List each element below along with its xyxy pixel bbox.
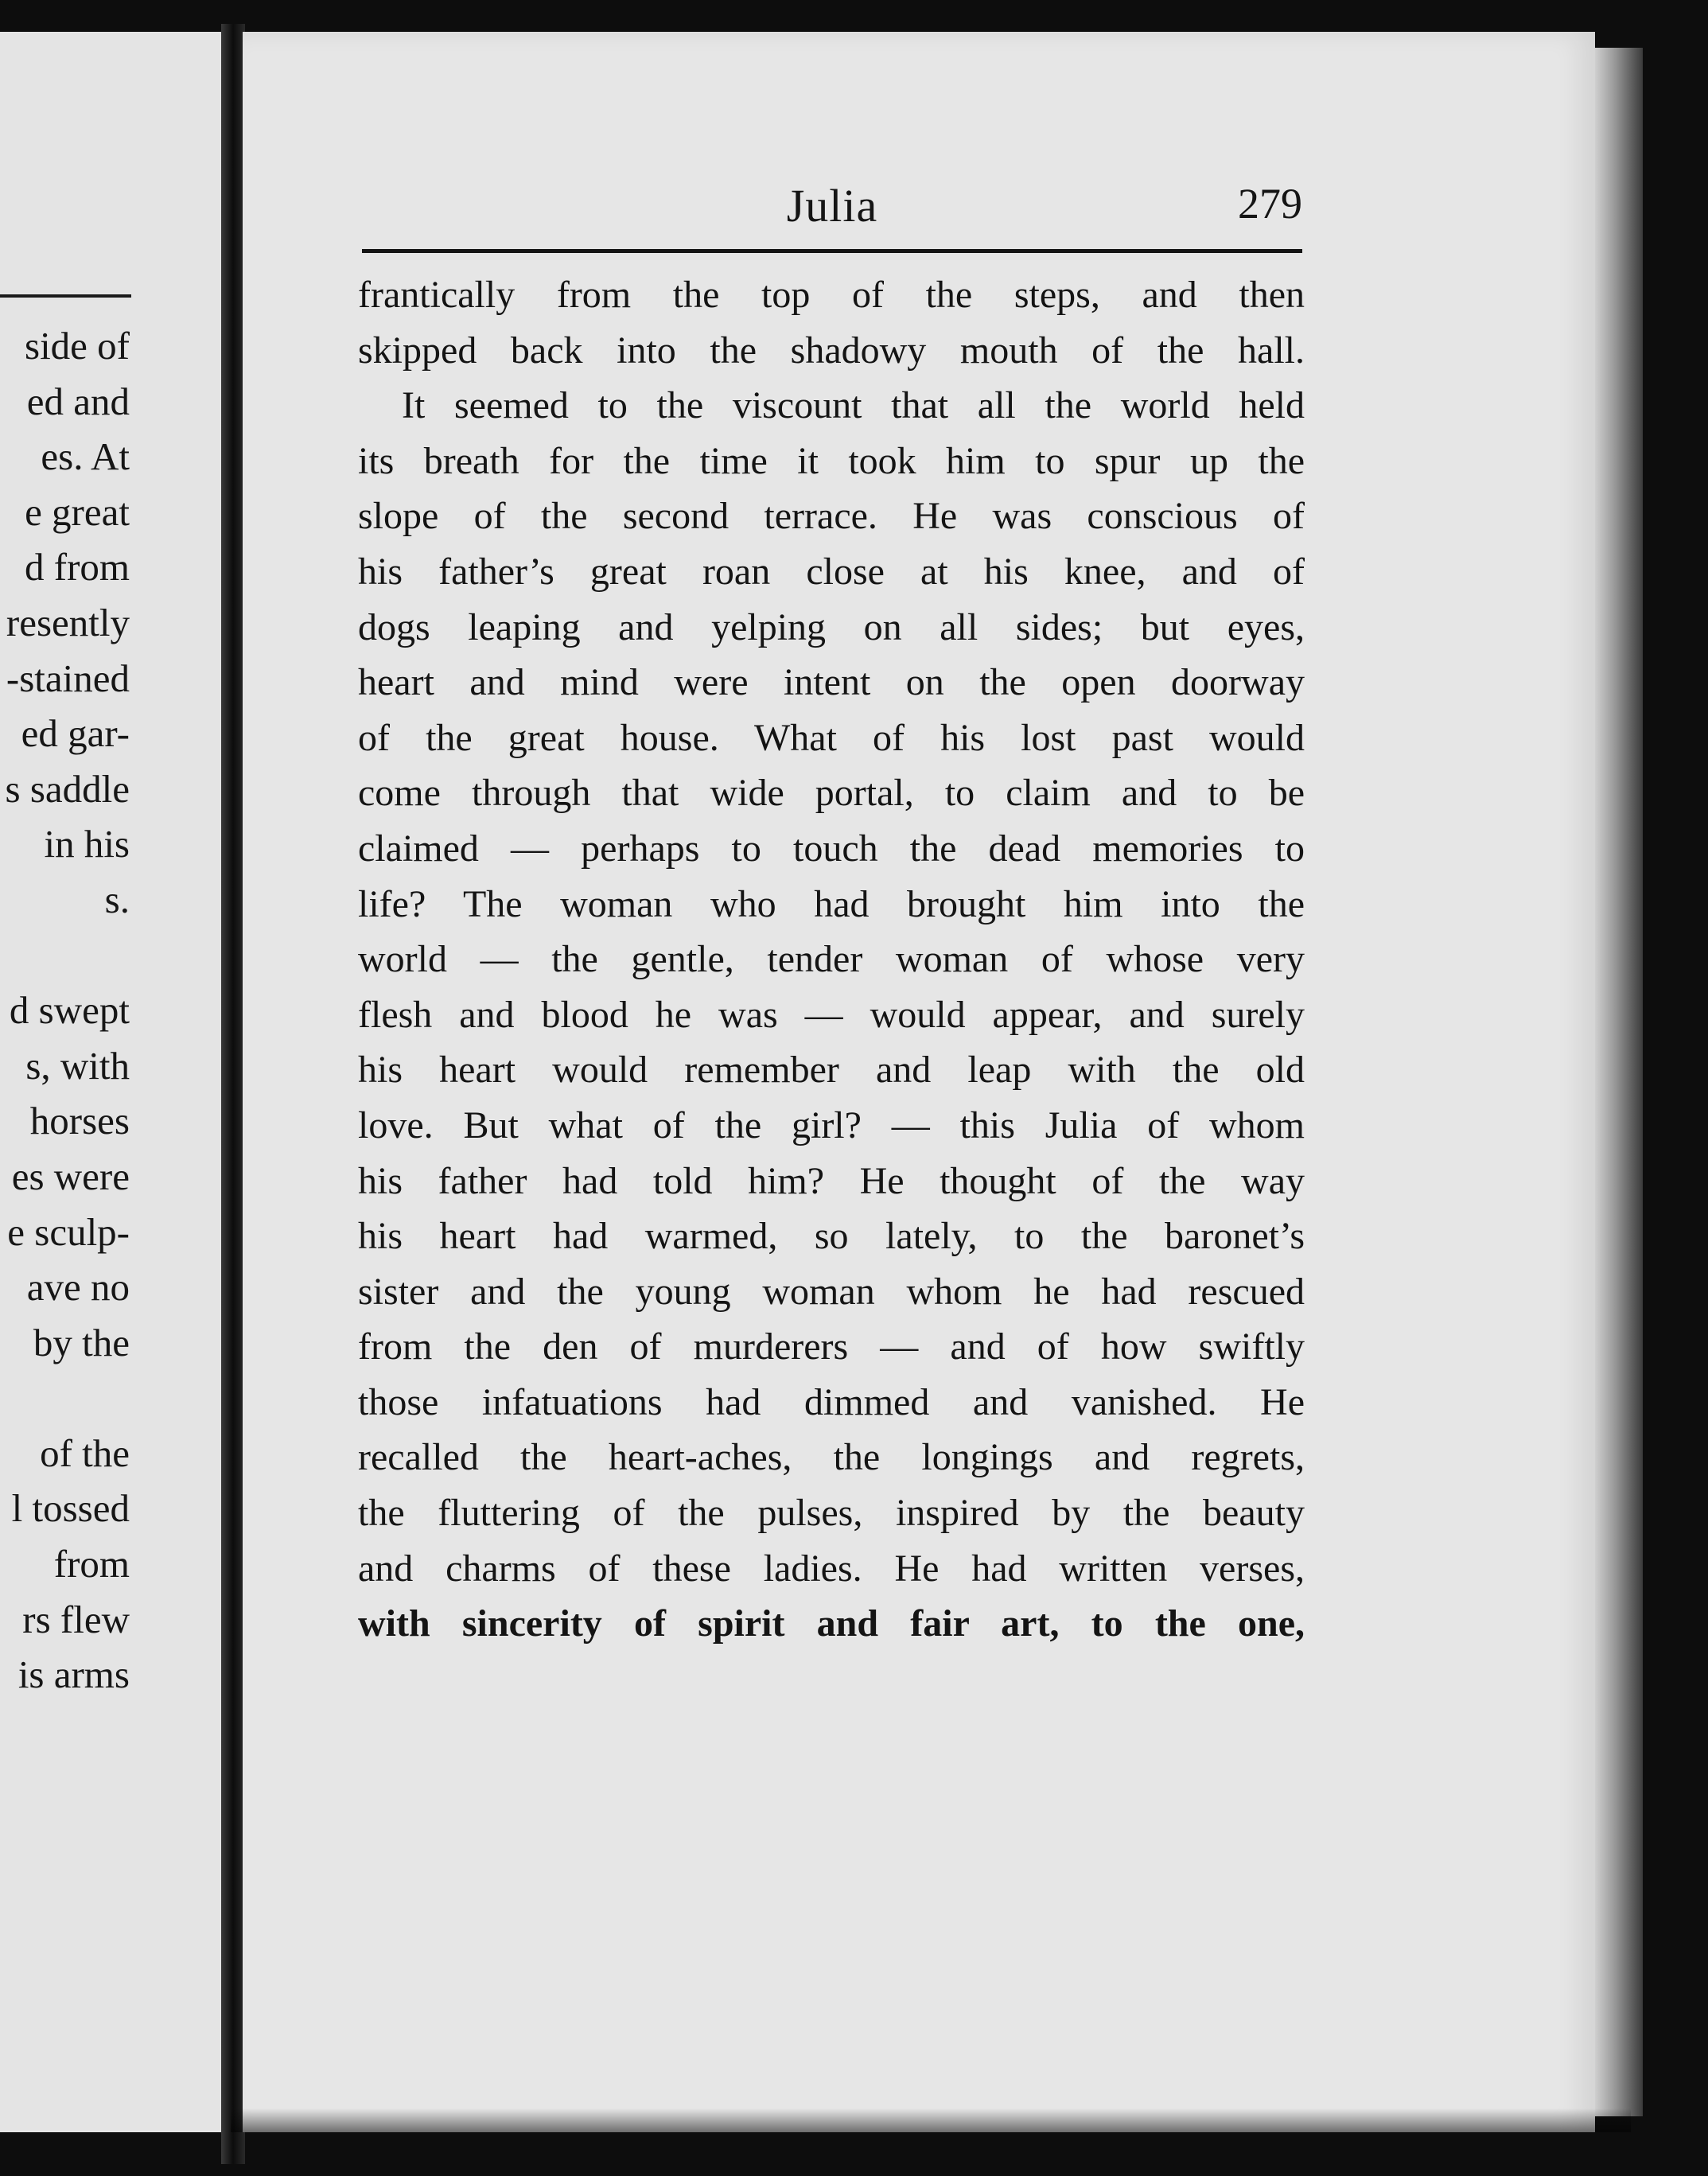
left-line: side of	[25, 324, 130, 368]
left-line: in his	[44, 822, 130, 866]
text-line: his heart had warmed, so lately, to the baronet’s	[358, 1215, 1305, 1258]
left-line: d from	[25, 545, 130, 590]
text-line: sister and the young woman whom he had rescued	[358, 1270, 1305, 1313]
left-line: of the	[40, 1431, 130, 1475]
head-rule	[362, 249, 1302, 253]
left-line: ed gar-	[21, 711, 130, 756]
text-line: its breath for the time it took him to spur up the	[358, 439, 1305, 482]
text-line: skipped back into the shadowy mouth of the hall.	[358, 329, 1305, 372]
left-line: ed and	[26, 379, 130, 423]
text-line: his heart would remember and leap with the old	[358, 1049, 1305, 1092]
left-line: l tossed	[11, 1486, 130, 1531]
text-line: heart and mind were intent on the open doorway	[358, 661, 1305, 704]
left-page-head-rule	[0, 294, 131, 298]
left-line: s saddle	[5, 766, 130, 811]
right-page	[243, 32, 1595, 2132]
left-line: rs flew	[22, 1597, 130, 1641]
body-text	[358, 267, 1305, 1652]
text-line: those infatuations had dimmed and vanished. He	[358, 1380, 1305, 1423]
text-line: It seemed to the viscount that all the world held	[402, 384, 1305, 427]
page-edge	[1595, 48, 1643, 2116]
text-line: slope of the second terrace. He was conscious of	[358, 495, 1305, 538]
text-line: from the den of murderers — and of how swiftly	[358, 1325, 1305, 1368]
text-line: recalled the heart-aches, the longings and regrets,	[358, 1436, 1305, 1479]
left-line-gap	[6, 1370, 130, 1426]
left-line: from	[53, 1542, 130, 1586]
left-line: e sculp-	[7, 1209, 130, 1254]
text-line: life? The woman who had brought him into the	[358, 882, 1305, 925]
running-title: Julia	[786, 180, 878, 232]
text-line: his father had told him? He thought of the way	[358, 1159, 1305, 1202]
page-bottom-shadow	[231, 2108, 1631, 2132]
left-line: by the	[33, 1320, 130, 1364]
left-line: es were	[11, 1154, 130, 1198]
text-line: world — the gentle, tender woman of whose very	[358, 938, 1305, 981]
text-line: dogs leaping and yelping on all sides; but eyes,	[358, 605, 1305, 648]
text-line: frantically from the top of the steps, and then	[358, 274, 1305, 316]
left-line: -stained	[6, 656, 130, 700]
book-gutter	[221, 24, 245, 2164]
left-line: es. At	[41, 434, 130, 479]
left-line: s, with	[25, 1043, 130, 1088]
left-line: resently	[6, 600, 130, 644]
left-facing-page	[0, 32, 227, 2132]
running-head	[362, 179, 1302, 243]
left-line: d swept	[9, 988, 130, 1033]
text-line: and charms of these ladies. He had written verses,	[358, 1547, 1305, 1590]
text-line: the fluttering of the pulses, inspired by the beauty	[358, 1492, 1305, 1535]
left-line: s.	[104, 877, 130, 921]
left-line-gap	[6, 928, 130, 983]
left-line: is arms	[18, 1652, 130, 1697]
text-line: with sincerity of spirit and fair art, to the one,	[358, 1602, 1305, 1645]
left-line: horses	[29, 1099, 130, 1143]
left-line: ave no	[26, 1265, 130, 1310]
text-line: love. But what of the girl? — this Julia of whom	[358, 1104, 1305, 1146]
text-line: come through that wide portal, to claim and to be	[358, 772, 1305, 815]
left-line: e great	[25, 489, 130, 534]
text-line: of the great house. What of his lost past would	[358, 716, 1305, 759]
text-line: flesh and blood he was — would appear, and surely	[358, 993, 1305, 1036]
left-page-text	[6, 318, 130, 1703]
text-line: claimed — perhaps to touch the dead memories to	[358, 827, 1305, 870]
page-number: 279	[1238, 180, 1302, 228]
text-line: his father’s great roan close at his knee, and of	[358, 550, 1305, 593]
